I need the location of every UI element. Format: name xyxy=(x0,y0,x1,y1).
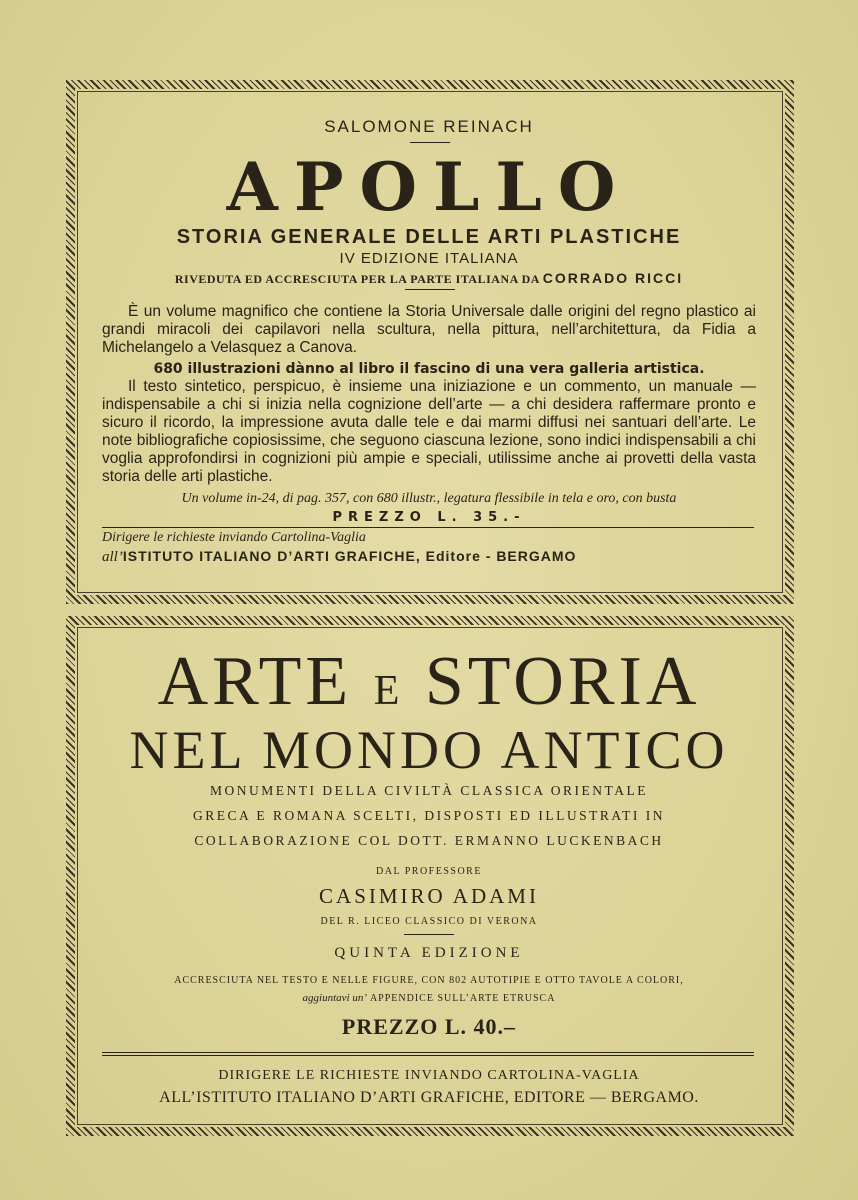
apollo-subtitle: STORIA GENERALE DELLE ARTI PLASTICHE xyxy=(176,226,682,248)
divider-rule xyxy=(102,1052,754,1053)
apollo-publisher-prefix: all’ xyxy=(102,549,123,565)
arte-publisher: ALL’ISTITUTO ITALIANO D’ARTI GRAFICHE, EDITORE — BERGAMO. xyxy=(159,1089,699,1106)
arte-author: CASIMIRO ADAMI xyxy=(319,884,539,908)
divider-rule xyxy=(405,289,455,290)
arte-school: DEL R. LICEO CLASSICO DI VERONA xyxy=(320,916,538,927)
apollo-edition: IV EDIZIONE ITALIANA xyxy=(339,250,519,267)
arte-title-word-1: ARTE xyxy=(157,643,353,720)
arte-desc-line-3: COLLABORAZIONE COL DOTT. ERMANNO LUCKENBACH xyxy=(194,833,664,848)
arte-appendix-italic: aggiuntavi un’ xyxy=(302,992,367,1004)
arte-title-line-2: NEL MONDO ANTICO xyxy=(129,720,729,780)
apollo-title: APOLLO xyxy=(226,148,632,226)
apollo-author: SALOMONE REINACH xyxy=(324,117,534,136)
apollo-revised-prefix: RIVEDUTA ED ACCRESCIUTA PER LA PARTE ITALIANA DA xyxy=(174,272,540,286)
arte-desc-line-2: GRECA E ROMANA SCELTI, DISPOSTI ED ILLUSTRATI IN xyxy=(192,808,665,823)
apollo-order-line: Dirigere le richieste inviando Cartolina-Vaglia xyxy=(102,530,366,545)
apollo-highlight: 680 illustrazioni dànno al libro il fascino di una vera galleria artistica. xyxy=(153,361,705,377)
divider-rule xyxy=(410,142,450,143)
arte-desc-line-1: MONUMENTI DELLA CIVILTÀ CLASSICA ORIENTALE xyxy=(210,783,648,798)
apollo-publisher: ISTITUTO ITALIANO D’ARTI GRAFICHE, Editore - BERGAMO xyxy=(122,548,577,564)
arte-title-word-2: STORIA xyxy=(424,643,701,720)
apollo-revised-line xyxy=(0,270,858,287)
arte-enlarged-note: ACCRESCIUTA NEL TESTO E NELLE FIGURE, CON 802 AUTOTIPIE E OTTO TAVOLE A COLORI, xyxy=(174,975,684,986)
arte-price: PREZZO L. 40.– xyxy=(341,1014,517,1039)
divider-rule xyxy=(102,1055,754,1056)
apollo-price: PREZZO L. 35.- xyxy=(332,510,526,525)
arte-title-connector: E xyxy=(373,668,404,714)
arte-appendix-note xyxy=(0,992,858,1004)
apollo-paragraph-2: Il testo sintetico, perspicuo, è insieme una iniziazione e un commento, un manuale — indispensabile a chi si inizia nella cognizione dell’arte — a chi desidera raffermare pronto e sicuro il ricordo, la impressione avuta dalle tele e dai marmi diffusi nei santuari dell’arte. Le note bibliografiche copiosissime, che seguono ciascuna lezione, sono indici indispensabili a chi voglia approfondirsi in cognizioni più ampie e speciali, utilissime anche ai provetti della vasta storia delle arti plastiche. xyxy=(102,378,756,485)
apollo-publisher-line xyxy=(102,548,576,566)
arte-edition: QUINTA EDIZIONE xyxy=(334,945,524,961)
apollo-revised-editor: CORRADO RICCI xyxy=(542,270,684,286)
divider-rule xyxy=(404,934,454,935)
arte-by-line: DAL PROFESSORE xyxy=(376,866,482,877)
apollo-specs: Un volume in-24, di pag. 357, con 680 illustr., legatura flessibile in tela e oro, con busta xyxy=(181,491,677,506)
arte-order-line: DIRIGERE LE RICHIESTE INVIANDO CARTOLINA-VAGLIA xyxy=(218,1068,640,1083)
divider-rule xyxy=(102,527,754,528)
arte-appendix-rest: APPENDICE SULL’ARTE ETRUSCA xyxy=(369,993,556,1004)
apollo-paragraph-1: È un volume magnifico che contiene la Storia Universale dalle origini del regno plastico ai grandi miracoli dei capilavori nella scultura, nella pittura, nell’architettura, da Fidia a Michelangelo a Velasquez a Canova. xyxy=(102,303,756,356)
